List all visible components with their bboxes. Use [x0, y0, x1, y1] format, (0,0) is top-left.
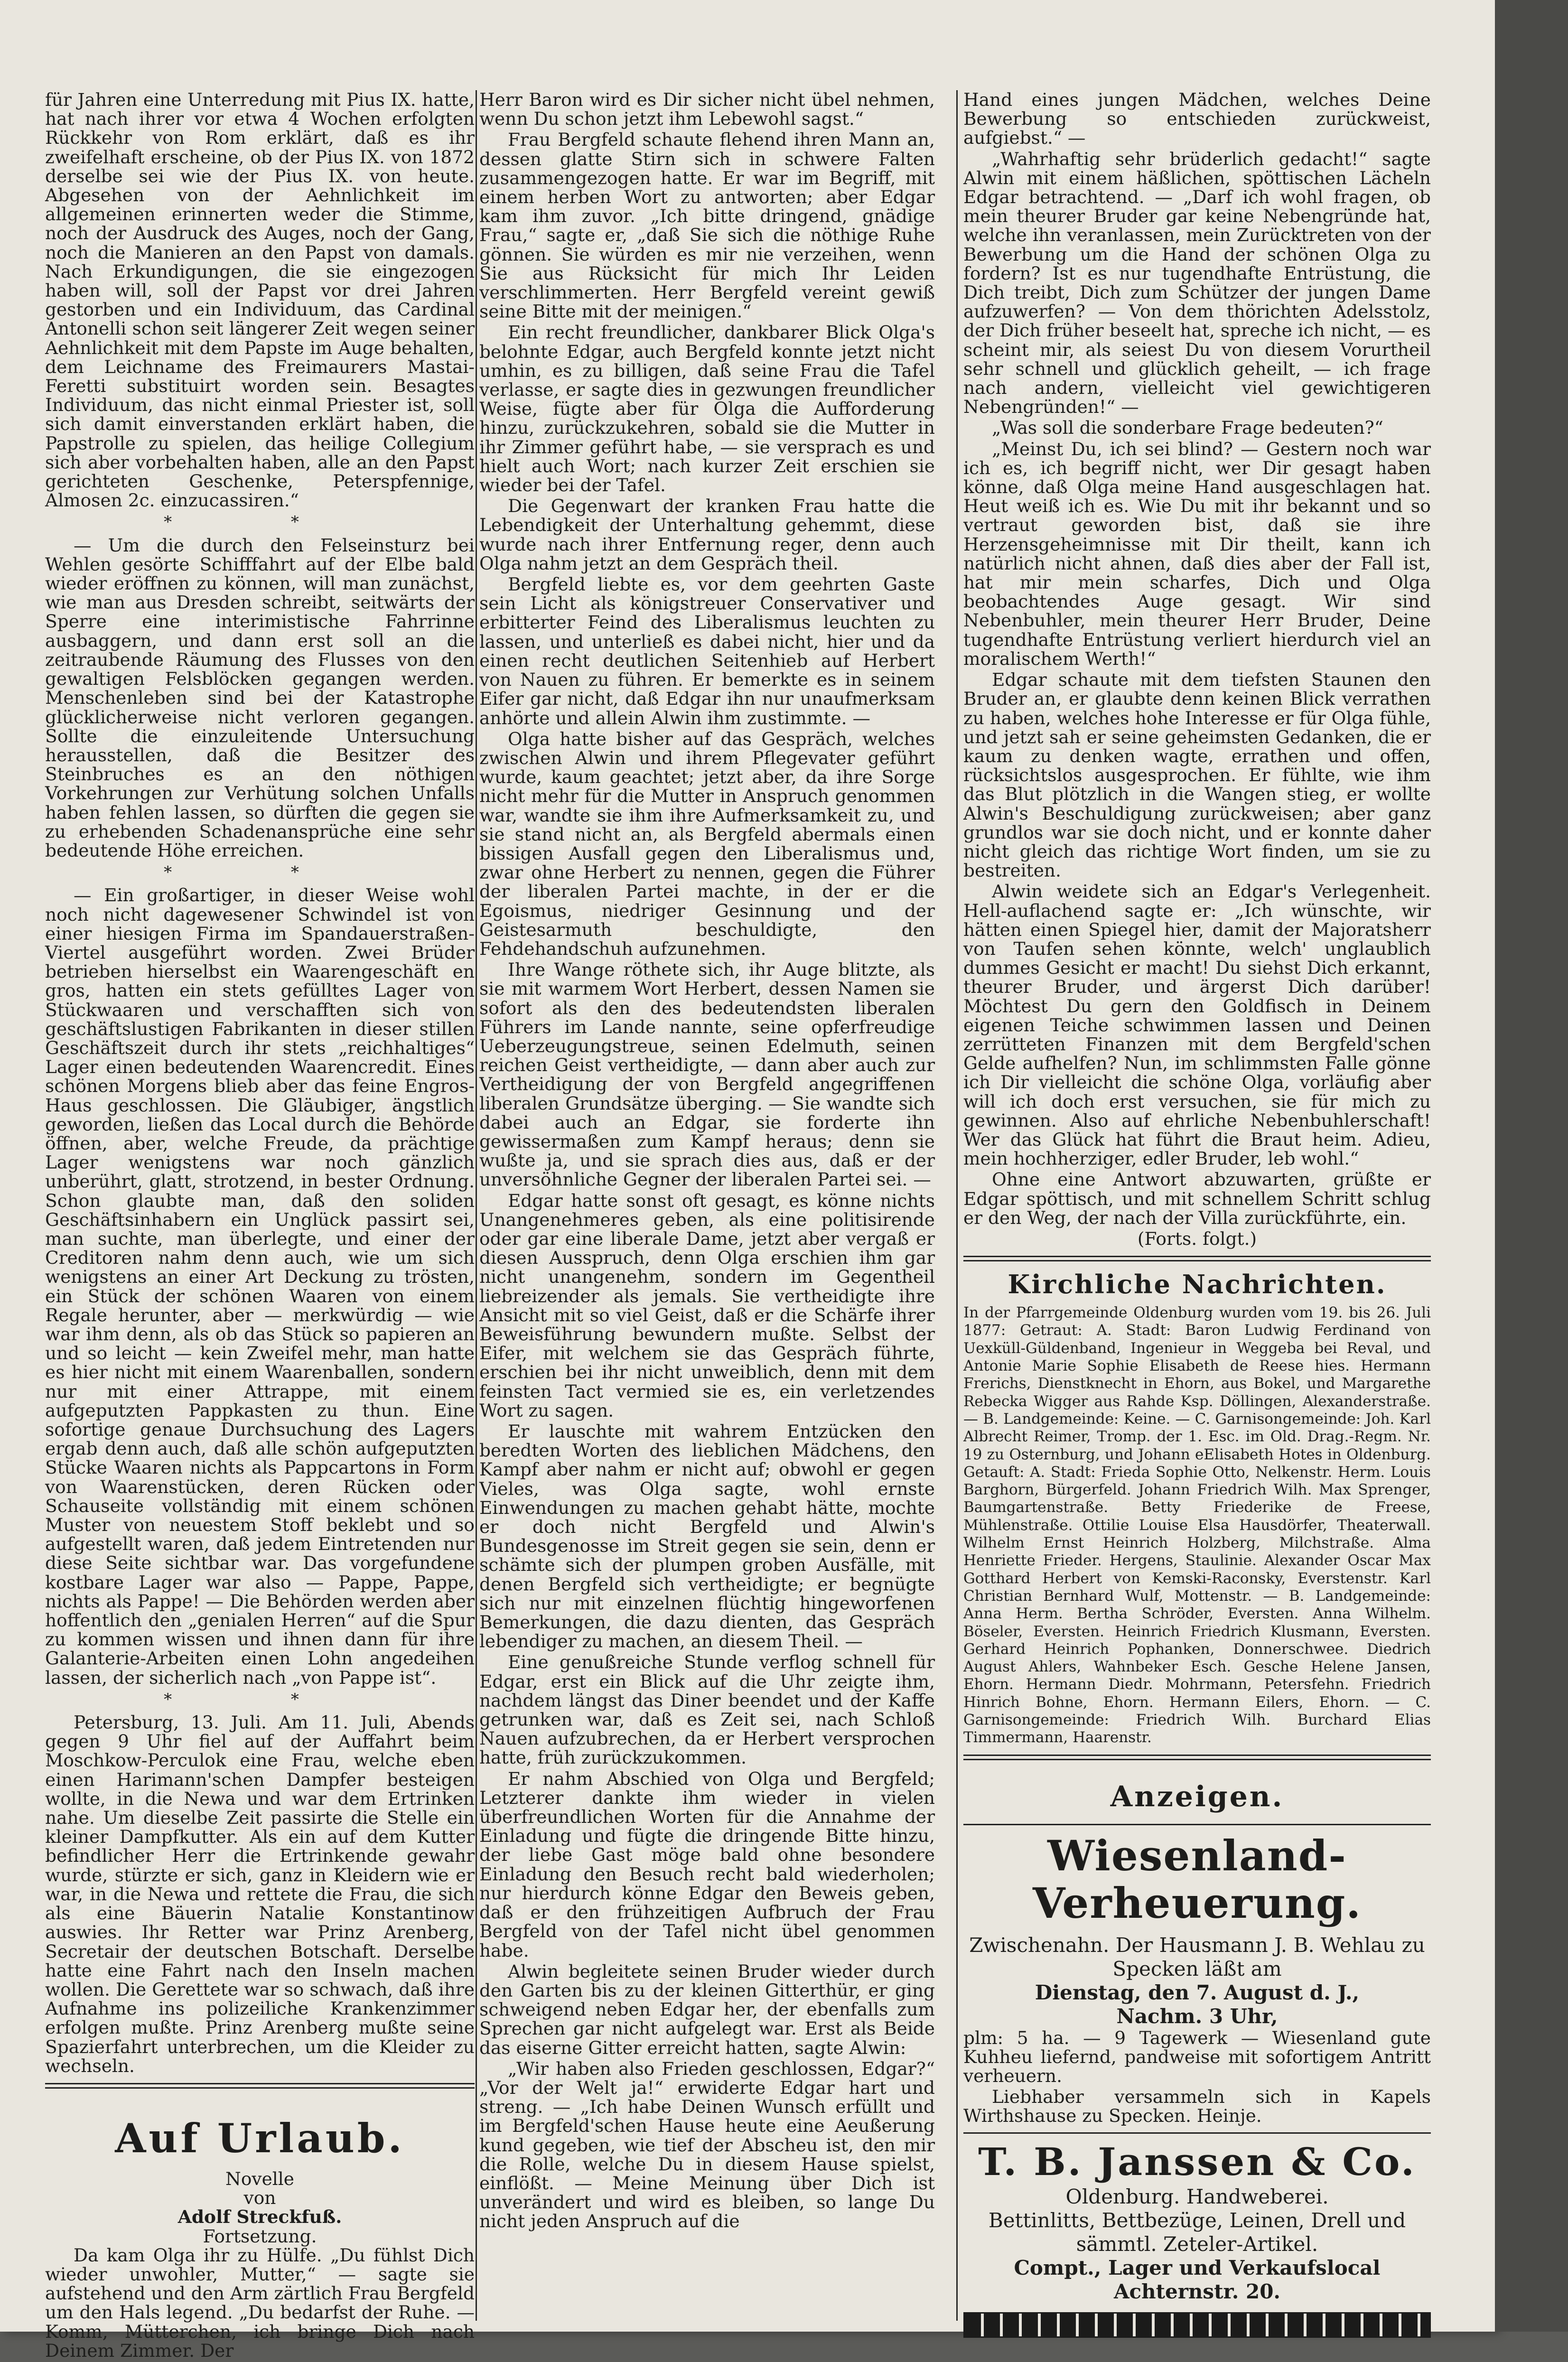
story-text-14: „Wir haben also Frieden geschlossen, Edgar?“ „Vor der Welt ja!“ erwiderte Edgar hart und streng. — „Ich habe Deinen Wunsch erfüllt und im Bergfeld'schen Hause heute eine Aeußerung kund gegeben, wie tief der Abscheu ist, den mir die Rolle, welche Du in diesem Hause spielst, einflößt. — Meine Meinung über Dich ist unverändert und wird es bleiben, so lange Du nicht jeden Anspruch auf die: [479, 2058, 935, 2232]
church-news-text: In der Pfarrgemeinde Oldenburg wurden vom 19. bis 26. Juli 1877: Getraut: A. Stadt: Baron Ludwig Ferdinand von Uexküll-Güldenband, Ingenieur in Weggeba bei Reval, und Antonie Marie Sophie Elisabeth de Reese hies. Hermann Frerichs, Dienstknecht in Ehorn, aus Bokel, und Margarethe Rebecka Wigger aus Rahde Ksp. Döllingen, Alexanderstraße. — B. Landgemeinde: Keine. — C. Garnisongemeinde: Joh. Karl Albrecht Reimer, Tromp. der 1. Esc. im Old. Drag.-Regm. Nr. 19 zu Osternburg, und Johann eElisabeth Hotes in Oldenburg. Getauft: A. Stadt: Frieda Sophie Otto, Nelkenstr. Herm. Louis Barghorn, Bürgerfeld. Johann Friedrich Wilh. Max Sprenger, Baumgartenstraße. Betty Friederike de Freese, Mühlenstraße. Ottilie Louise Elsa Hausdörfer, Theaterwall. Wilhelm Ernst Heinrich Holzberg, Milchstraße. Alma Henriette Frieder. Hergens, Staulinie. Alexander Oscar Max Gotthard Herbert von Kemski-Raconsky, Everstenstr. Karl Christian Bernhard Wulf, Mottenstr. — B. Landgemeinde: Anna Herm. Bertha Schröder, Eversten. Anna Wilhelm. Böseler, Eversten. Heinrich Friedrich Klusmann, Eversten. Gerhard Heinrich Pophanken, Donnerschwee. Diedrich August Ahlers, Wahnbeker Esch. Gesche Helene Jansen, Ehorn. Hermann Diedr. Mohrmann, Petersfehn. Friedrich Hinrich Bohne, Ehorn. Hermann Eilers, Ehorn. — C. Garnisongemeinde: Friedrich Wilh. Burchard Elias Timmermann, Haarenstr.: [963, 1304, 1431, 1746]
ad1-line-5: Liebhaber versammeln sich in Kapels Wirthshause zu Specken. Heinje.: [963, 2086, 1431, 2127]
story-text-5: Die Gegenwart der kranken Frau hatte die Lebendigkeit der Unterhaltung gehemmt, diese wurde nach ihrer Entfernung reger, denn auch Olga nahm jetzt an dem Gespräch theil.: [479, 495, 935, 574]
story-text-4: Ein recht freundlicher, dankbarer Blick Olga's belohnte Edgar, auch Bergfeld konnte jetzt nicht umhin, es zu billigen, daß seine Frau die Tafel verlasse, er sagte dies in gezwungen freundlicher Weise, fügte aber für Olga die Aufforderung hinzu, zurückzukehren, sobald sie die Mutter in ihr Zimmer geführt habe, — sie versprach es und hielt auch Wort; nach kurzer Zeit erschien sie wieder bei der Tafel.: [479, 322, 935, 496]
story-text-3: Frau Bergfeld schaute flehend ihren Mann an, dessen glatte Stirn sich in schwere Falten zusammengezogen hatte. Er war im Begriff, mit einem herben Wort zu antworten; aber Edgar kam ihm zuvor. „Ich bitte dringend, gnädige Frau,“ sagte er, „daß Sie sich die nöthige Ruhe gönnen. Sie würden es mir nie verzeihen, wenn Sie aus Rücksicht für mich Ihr Leiden verschlimmerten. Herr Bergfeld vereint gewiß seine Bitte mit der meinigen.“: [479, 129, 935, 322]
ad1-line-1: Zwischenahn. Der Hausmann J. B. Wehlau zu Specken läßt am: [969, 1933, 1425, 1980]
story-text-8: Ihre Wange röthete sich, ihr Auge blitzte, als sie mit warmem Wort Herbert, dessen Namen sie sofort als den des bedeutendsten liberalen Führers im Lande nannte, seine opferfreudige Ueberzeugungstreue, seinen Edelmuth, seinen reichen Geist vertheidigte, — dann aber auch zur Vertheidigung der von Bergfeld angegriffenen liberalen Grundsätze überging. — Sie wandte sich dabei auch an Edgar, sie forderte ihn gewissermaßen zum Kampf heraus; denn sie wußte ja, und sie sprach dies aus, daß er der unversöhnliche Gegner der liberalen Partei sei. —: [479, 959, 935, 1190]
story-text-6: Bergfeld liebte es, vor dem geehrten Gaste sein Licht als königstreuer Conservativer und erbitterter Feind des Liberalismus leuchten zu lassen, und unterließ es dabei nicht, hier und da einen recht deutlichen Seitenhieb auf Herbert von Nauen zu führen. Er bemerkte es in seinem Eifer gar nicht, daß Edgar ihn nur unaufmerksam anhörte und allein Alwin ihm zustimmte. —: [479, 574, 935, 728]
section-divider: [45, 2083, 475, 2089]
column-rule: [956, 90, 958, 2321]
column-3: [963, 90, 1431, 2338]
story-text-11: Eine genußreiche Stunde verflog schnell für Edgar, erst ein Blick auf die Uhr zeigte ihm, nachdem längst das Diner beendet und der Kaffe getrunken war, daß es Zeit sei, nach Schloß Nauen aufzubrechen, da er Herbert versprochen hatte, früh zurückzukommen.: [479, 1652, 935, 1768]
story-text-9: Edgar hatte sonst oft gesagt, es könne nichts Unangenehmeres geben, als eine politisirende oder gar eine liberale Dame, jetzt aber vergaß er diesen Ausspruch, denn Olga erschien ihm gar nicht unangenehm, sondern im Gegentheil liebreizender als jemals. Sie vertheidigte ihre Ansicht mit so viel Geist, daß er die Schärfe ihrer Beweisführung bewundern mußte. Selbst der Eifer, mit welchem sie das Gespräch führte, erschien bei ihr nicht unweiblich, denn mit dem feinsten Tact vermied sie es, ein verletzendes Wort zu sagen.: [479, 1190, 935, 1421]
story-text-7: Olga hatte bisher auf das Gespräch, welches zwischen Alwin und ihrem Pflegevater geführt wurde, kaum geachtet; jetzt aber, da ihre Sorge nicht mehr für die Mutter in Anspruch genommen war, wandte sie ihm ihre Aufmerksamkeit zu, und sie stand nicht an, als Bergfeld abermals einen bissigen Ausfall gegen den Liberalismus und, zwar ohne Herbert zu nennen, gegen die Führer der liberalen Partei machte, in der er die Egoismus, niedriger Gesinnung und der Geistesarmuth beschuldigte, den Fehdehandschuh aufzunehmen.: [479, 728, 935, 959]
ad2-title: T. B. Janssen & Co.: [978, 2139, 1416, 2184]
section-stars: * *: [164, 1690, 356, 1709]
story-text-21: Ohne eine Antwort abzuwarten, grüßte er Edgar spöttisch, und mit schnellem Schritt schlug er den Weg, der nach der Villa zurückführte, ein.: [963, 1169, 1431, 1228]
story-text-17: „Was soll die sonderbare Frage bedeuten?“: [992, 417, 1383, 439]
article-schwindel: — Ein großartiger, in dieser Weise wohl noch nicht dagewesener Schwindel ist von einer hiesigen Firma im Spandauerstraßen-Viertel ausgeführt worden. Zwei Brüder betrieben hierselbst ein Waarengeschäft en gros, hatten ein stets gefülltes Lager von Stückwaaren und verschafften sich von geschäftslustigen Fabrikanten in dieser stillen Geschäftszeit durch ihr stets „reichhaltiges“ Lager einen bedeutenden Waarencredit. Eines schönen Morgens blieb aber das feine Engros-Haus geschlossen. Die Gläubiger, ängstlich geworden, ließen das Local durch die Behörde öffnen, aber, welche Freude, da prächtige Lager wenigstens war noch gänzlich unberührt, glatt, strotzend, in bester Ordnung. Schon glaubte man, daß den soliden Geschäftsinhabern ein Unglück passirt sei, man suchte, man überlegte, und einer der Creditoren nahm denn auch, wie um sich wenigstens an einer Art Deckung zu trösten, ein Stück der schönen Waaren von einem Regale herunter, aber — merkwürdig — wie war ihm denn, als ob das Stück so papieren an und so leicht — kein Zweifel mehr, man hatte es hier nicht mit einem Waarenballen, sondern nur mit einer Attrappe, mit einem aufgeputzten Pappkasten zu thun. Eine sofortige genaue Durchsuchung des Lagers ergab denn auch, daß alle schön aufgeputzten Stücke Waaren nichts als Pappcartons in Form von Waarenstücken, deren Rücken oder Schauseite vollständig mit einem schönen Muster von neuestem Stoff beklebt und so aufgestellt waren, daß jedem Eintretenden nur diese Seite sichtbar war. Das vorgefundene kostbare Lager war also — Pappe, Pappe, nichts als Pappe! — Die Behörden werden aber hoffentlich den „genialen Herren“ auf die Spur zu kommen wissen und ihnen dann für ihre Galanterie-Arbeiten einen Lohn angedeihen lassen, der sicherlich nach „von Pappe ist“.: [45, 885, 475, 1688]
column-rule: [476, 90, 477, 2321]
story-text-18: „Meinst Du, ich sei blind? — Gestern noch war ich es, ich begriff nicht, wer Dir gesagt haben könne, daß Olga meine Hand ausgeschlagen hat. Heut weiß ich es. Wie Du mit ihr bekannt und so vertraut geworden bist, daß sie ihre Herzensgeheimnisse mit Dir theilt, kann ich natürlich nicht ahnen, daß dies aber der Fall ist, hat mir mein scharfes, Dich und Olga beobachtendes Auge gesagt. Wir sind Nebenbuhler, mein theurer Herr Bruder, Deine tugendhafte Entrüstung verliert hierdurch viel an moralischem Werth!“: [963, 438, 1431, 669]
to-be-continued: (Forts. folgt.): [1137, 1228, 1257, 1249]
section-stars: * *: [164, 863, 356, 882]
ad-decorative-border: [963, 2312, 1431, 2338]
story-text-15: Hand eines jungen Mädchen, welches Deine Bewerbung so entschieden zurückweist, aufgiebst.“ —: [963, 89, 1431, 149]
ad2-line-1: Oldenburg. Handweberei.: [1065, 2185, 1329, 2208]
story-text-19: Edgar schaute mit dem tiefsten Staunen den Bruder an, er glaubte denn keinen Blick verrathen zu haben, welches hohe Interesse er für Olga fühle, und jetzt sah er seine geheimsten Gedanken, die er kaum zu denken wagte, errathen und offen, rücksichtslos ausgesprochen. Er fühlte, wie ihm das Blut plötzlich in die Wangen stieg, er wollte Alwin's Beschuldigung zurückweisen; aber ganz grundlos war sie doch nicht, und er konnte daher nicht gleich das richtige Wort finden, um sie zu bestreiten.: [963, 669, 1431, 881]
story-text-12: Er nahm Abschied von Olga und Bergfeld; Letzterer dankte ihm wieder in vielen überfreundlichen Worten für die Annahme der Einladung und fügte die dringende Bitte hinzu, der liebe Gast möge bald ohne besondere Einladung den Besuch recht bald wiederholen; nur hierdurch könne Edgar den Beweis geben, daß er den frühzeitigen Aufbruch der Frau Bergfeld von der Tafel nicht übel genommen habe.: [479, 1768, 935, 1961]
ad1-line-2: Dienstag, den 7. August d. J.,: [1035, 1980, 1360, 2004]
story-author: Adolf Streckfuß.: [177, 2206, 342, 2228]
church-news-title: Kirchliche Nachrichten.: [1008, 1269, 1387, 1300]
story-by: von: [243, 2187, 276, 2209]
ad1-title: Wiesenland-Verheuerung.: [1033, 1830, 1362, 1928]
ad-divider: [963, 2132, 1431, 2134]
story-title: Auf Urlaub.: [115, 2114, 405, 2162]
ad2-line-2: Bettinlitts, Bettbezüge, Leinen, Drell und sämmtl. Zeteler-Artikel.: [988, 2208, 1406, 2256]
story-genre: Novelle: [225, 2168, 294, 2189]
story-continuation: Fortsetzung.: [203, 2225, 317, 2247]
story-text-1: Da kam Olga ihr zu Hülfe. „Du fühlst Dich wieder unwohler, Mutter,“ — sagte sie aufstehend und den Arm zärtlich Frau Bergfeld um den Hals legend. „Du bedarfst der Ruhe. — Komm, Mütterchen, ich bringe Dich nach Deinem Zimmer. Der: [45, 2244, 475, 2361]
ads-title: Anzeigen.: [1110, 1780, 1284, 1813]
article-pius: für Jahren eine Unterredung mit Pius IX. hatte, hat nach ihrer vor etwa 4 Wochen erfolgten Rückkehr von Rom erklärt, daß es ihr zweifelhaft erscheine, ob der Pius IX. von 1872 derselbe sei wie der Pius IX. von heute. Abgesehen von der Aehnlichkeit im allgemeinen erinnerten weder die Stimme, noch der Ausdruck des Auges, noch der Gang, noch die Manieren an den Papst von damals. Nach Erkundigungen, die sie eingezogen haben will, soll der Papst vor drei Jahren gestorben und ein Individuum, das Cardinal Antonelli schon seit längerer Zeit wegen seiner Aehnlichkeit mit dem Papste im Auge behalten, dem Leichname des Freimaurers Mastai-Feretti substituirt worden sein. Besagtes Individuum, das nicht einmal Priester ist, soll sich damit einverstanden erklärt haben, die Papstrolle zu spielen, das heilige Collegium sich aber vorbehalten haben, alle an den Papst gerichteten Geschenke, Peterspfennige, Almosen 2c. einzucassiren.“: [45, 89, 475, 511]
story-text-20: Alwin weidete sich an Edgar's Verlegenheit. Hell-auflachend sagte er: „Ich wünschte, wir hätten einen Spiegel hier, damit der Majoratsherr von Taufen sehen könnte, welch' unglaublich dummes Gesicht er macht! Du siehst Dich erkannt, theurer Bruder, und ärgerst Dich darüber! Möchtest Du gern den Goldfisch in Deinem eigenen Teiche schwimmen lassen und Deinen zerrütteten Finanzen mit dem Bergfeld'schen Gelde aufhelfen? Nun, im schlimmsten Falle gönne ich Dir vielleicht die schöne Olga, vorläufig aber will ich doch erst versuchen, sie für mich zu gewinnen. Also auf ehrliche Nebenbuhlerschaft! Wer das Glück hat führt die Braut heim. Adieu, mein hochherziger, edler Bruder, leb wohl.“: [963, 881, 1431, 1169]
ad2-line-4: Achternstr. 20.: [1113, 2279, 1281, 2303]
story-text-2: Herr Baron wird es Dir sicher nicht übel nehmen, wenn Du schon jetzt ihm Lebewohl sagst.“: [479, 89, 935, 130]
ad1-line-4: plm: 5 ha. — 9 Tagewerk — Wiesenland gute Kuhheu liefernd, pandweise mit sofortigem Antritt verheuern.: [963, 2027, 1431, 2087]
column-2: [479, 90, 935, 2233]
column-1: [45, 90, 475, 2362]
story-text-10: Er lauschte mit wahrem Entzücken den beredten Worten des lieblichen Mädchens, den Kampf aber nahm er nicht auf; obwohl er gegen Vieles, was Olga sagte, wohl ernste Einwendungen zu machen gehabt hätte, mochte er doch nicht Bergfeld und Alwin's Bundesgenosse im Streit gegen sie sein, denn er schämte sich der plumpen groben Ausfälle, mit denen Bergfeld sich vertheidigte; er begnügte sich nur mit einzelnen flüchtig hingeworfenen Bemerkungen, die dazu dienten, das Gespräch lebendiger zu machen, an diesem Theil. —: [479, 1421, 935, 1652]
story-text-16: „Wahrhaftig sehr brüderlich gedacht!“ sagte Alwin mit einem häßlichen, spöttischen Lächeln Edgar betrachtend. — „Darf ich wohl fragen, ob mein theurer Bruder gar keine Nebengründe hat, welche ihn veranlassen, mein Zurücktreten von der Bewerbung um die Hand der schönen Olga zu fordern? Ist es nur tugendhafte Entrüstung, die Dich treibt, Dich zum Schützer der jungen Dame aufzuwerfen? — Von dem thörichten Adelsstolz, der Dich früher beseelt hat, spreche ich nicht, — es scheint mir, als seiest Du von diesem Vorurtheil sehr schnell und glücklich geheilt, — ich frage nach andern, vielleicht viel gewichtigeren Nebengründen!“ —: [963, 148, 1431, 418]
article-felseinsturz: — Um die durch den Felseinsturz bei Wehlen gesörte Schifffahrt auf der Elbe bald wieder eröffnen zu können, will man zunächst, wie man aus Dresden schreibt, seitwärts der Sperre eine interimistische Fahrrinne ausbaggern, und dann erst soll an die zeitraubende Räumung des Flusses von den gewaltigen Felsblöcken gegangen werden. Menschenleben sind bei der Katastrophe glücklicherweise nicht verloren gegangen. Sollte die einzuleitende Untersuchung herausstellen, daß die Besitzer des Steinbruches es an den nöthigen Vorkehrungen zur Verhütung solchen Unfalls haben fehlen lassen, so dürften die gegen sie zu erhebenden Schadenansprüche eine sehr bedeutende Höhe erreichen.: [45, 534, 475, 861]
scan-background: [1495, 0, 1568, 2332]
section-stars: * *: [164, 513, 356, 532]
story-text-13: Alwin begleitete seinen Bruder wieder durch den Garten bis zu der kleinen Gitterthür, er ging schweigend neben Edgar her, der ebenfalls zum Sprechen gar nicht aufgelegt war. Erst als Beide das eiserne Gitter erreicht hatten, sagte Alwin:: [479, 1961, 935, 2058]
ad-divider: [963, 1824, 1431, 1825]
ad2-line-3: Compt., Lager und Verkaufslocal: [1014, 2256, 1381, 2279]
article-petersburg: Petersburg, 13. Juli. Am 11. Juli, Abends gegen 9 Uhr fiel auf der Auffahrt beim Moschkow-Perculok eine Frau, welche eben einen Harimann'schen Dampfer besteigen wollte, in die Newa und war dem Ertrinken nahe. Um dieselbe Zeit passirte die Stelle ein kleiner Dampfkutter. Als ein auf dem Kutter befindlicher Herr die Ertrinkende gewahr wurde, stürzte er sich, ganz in Kleidern wie er war, in die Newa und rettete die Frau, die sich als eine Bäuerin Natalie Konstantinow auswies. Ihr Retter war Prinz Arenberg, Secretair der deutschen Botschaft. Derselbe hatte eine Fahrt nach den Inseln machen wollen. Die Gerettete war so schwach, daß ihre Aufnahme ins polizeiliche Krankenzimmer erfolgen mußte. Prinz Arenberg mußte seine Spazierfahrt unterbrechen, um die Kleider zu wechseln.: [45, 1712, 475, 2076]
section-divider: [963, 1755, 1431, 1760]
section-divider: [963, 1256, 1431, 1261]
ad1-line-3: Nachm. 3 Uhr,: [1116, 2004, 1278, 2028]
